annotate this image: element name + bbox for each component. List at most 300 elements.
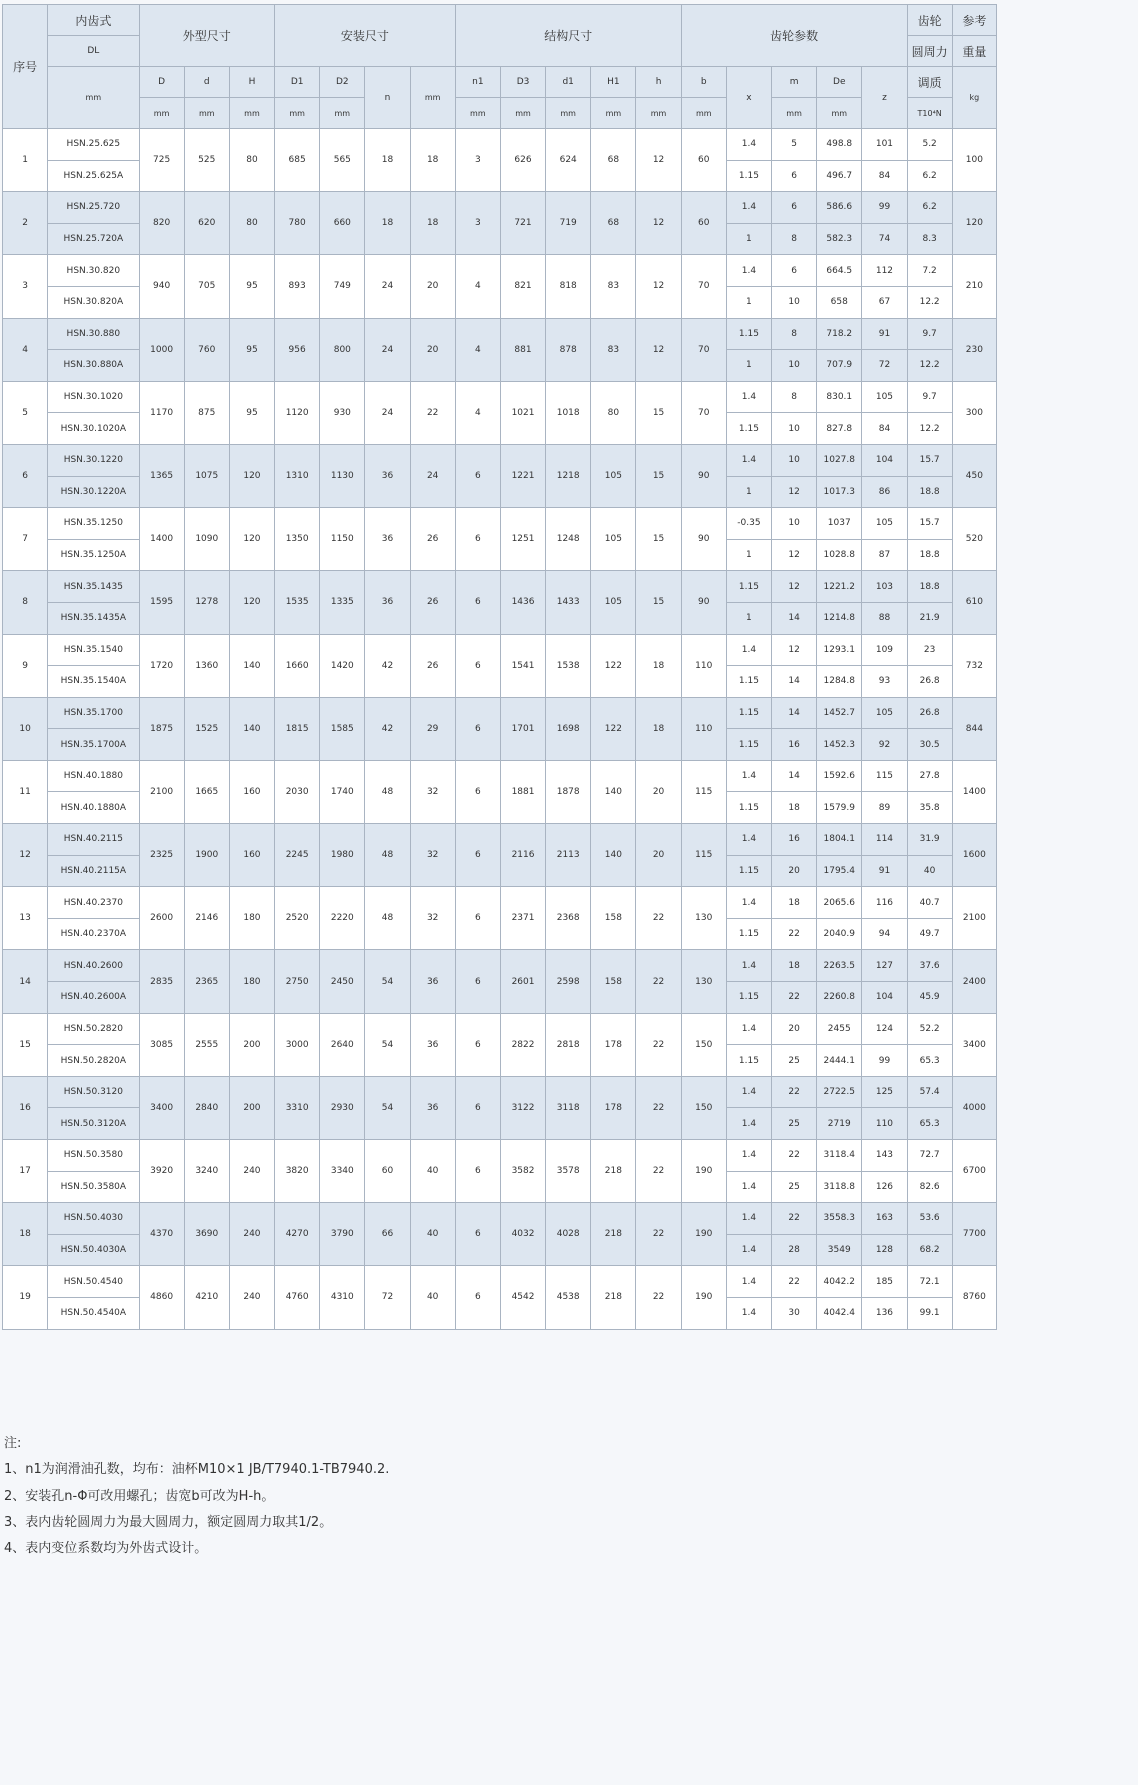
cell-x: 1.15: [726, 918, 771, 950]
cell-de: 2065.6: [817, 887, 862, 919]
cell-d: 1525: [184, 697, 229, 760]
cell-m: 22: [772, 1266, 817, 1298]
cell-h: 160: [229, 824, 274, 887]
table-header: [3, 5, 997, 129]
cell-h: 240: [229, 1203, 274, 1266]
header-dl: DL: [48, 36, 139, 67]
table-row: [3, 697, 997, 729]
cell-nmm: 40: [410, 1266, 455, 1329]
cell-z: 72: [862, 350, 907, 382]
cell-n: 48: [365, 887, 410, 950]
cell-h: 120: [229, 508, 274, 571]
cell-f: 30.5: [907, 729, 952, 761]
cell-d: 725: [139, 129, 184, 192]
cell-f: 53.6: [907, 1203, 952, 1235]
cell-m: 8: [772, 381, 817, 413]
cell-m: 12: [772, 539, 817, 571]
cell-d2: 1150: [320, 508, 365, 571]
cell-d3: 2601: [500, 950, 545, 1013]
cell-d: 2100: [139, 760, 184, 823]
cell-x: 1.4: [726, 1266, 771, 1298]
cell-weight: 230: [952, 318, 996, 381]
cell-d3: 3122: [500, 1076, 545, 1139]
cell-z: 143: [862, 1140, 907, 1172]
cell-n1: 6: [455, 1140, 500, 1203]
cell-d1: 1218: [546, 444, 591, 507]
cell-n1: 4: [455, 381, 500, 444]
table-row: [3, 1266, 997, 1298]
header-sym-n: n: [365, 67, 410, 129]
cell-d1: 4028: [546, 1203, 591, 1266]
cell-de: 2040.9: [817, 918, 862, 950]
cell-b: 90: [681, 444, 726, 507]
header-unit-d: mm: [184, 98, 229, 129]
cell-de: 1037: [817, 508, 862, 540]
cell-d2: 4310: [320, 1266, 365, 1329]
cell-f: 8.3: [907, 223, 952, 255]
cell-z: 84: [862, 413, 907, 445]
cell-f: 72.1: [907, 1266, 952, 1298]
cell-d2: 3340: [320, 1140, 365, 1203]
header-unit-m: mm: [772, 98, 817, 129]
cell-h1: 68: [591, 129, 636, 192]
cell-d2: 3790: [320, 1203, 365, 1266]
cell-d: 1595: [139, 571, 184, 634]
cell-m: 25: [772, 1108, 817, 1140]
table-row: [3, 255, 997, 287]
cell-model: HSN.35.1250A: [48, 539, 139, 571]
cell-z: 105: [862, 697, 907, 729]
cell-h1: 218: [591, 1140, 636, 1203]
cell-d1: 1815: [275, 697, 320, 760]
cell-seq: 10: [3, 697, 48, 760]
cell-b: 130: [681, 887, 726, 950]
cell-d1: 1535: [275, 571, 320, 634]
cell-m: 18: [772, 792, 817, 824]
cell-z: 94: [862, 918, 907, 950]
cell-d1: 624: [546, 129, 591, 192]
cell-de: 4042.2: [817, 1266, 862, 1298]
cell-x: 1.4: [726, 255, 771, 287]
cell-h: 20: [636, 824, 681, 887]
cell-h1: 158: [591, 887, 636, 950]
table-row: [3, 760, 997, 792]
cell-f: 15.7: [907, 444, 952, 476]
cell-z: 109: [862, 634, 907, 666]
cell-de: 582.3: [817, 223, 862, 255]
cell-n: 18: [365, 129, 410, 192]
cell-model: HSN.40.1880A: [48, 792, 139, 824]
cell-h: 12: [636, 129, 681, 192]
header-n-unit: mm: [410, 67, 455, 129]
cell-n: 54: [365, 950, 410, 1013]
cell-model: HSN.35.1250: [48, 508, 139, 540]
cell-d3: 2371: [500, 887, 545, 950]
cell-n: 36: [365, 508, 410, 571]
cell-d: 1900: [184, 824, 229, 887]
header-unit-n1: mm: [455, 98, 500, 129]
cell-model: HSN.25.720: [48, 192, 139, 224]
cell-h1: 140: [591, 760, 636, 823]
cell-model: HSN.25.625: [48, 129, 139, 161]
header-install-dims: 安装尺寸: [275, 5, 456, 67]
cell-m: 12: [772, 476, 817, 508]
cell-h: 95: [229, 318, 274, 381]
cell-m: 30: [772, 1297, 817, 1329]
header-unit-d1: mm: [546, 98, 591, 129]
cell-m: 22: [772, 1076, 817, 1108]
cell-z: 104: [862, 982, 907, 1014]
cell-z: 116: [862, 887, 907, 919]
cell-x: 1.4: [726, 192, 771, 224]
cell-f: 7.2: [907, 255, 952, 287]
cell-x: 1.15: [726, 666, 771, 698]
cell-z: 115: [862, 760, 907, 792]
cell-d3: 626: [500, 129, 545, 192]
cell-seq: 13: [3, 887, 48, 950]
cell-d1: 1538: [546, 634, 591, 697]
cell-n: 24: [365, 255, 410, 318]
cell-n: 42: [365, 697, 410, 760]
cell-z: 67: [862, 286, 907, 318]
cell-de: 496.7: [817, 160, 862, 192]
cell-m: 8: [772, 223, 817, 255]
cell-d3: 1541: [500, 634, 545, 697]
cell-m: 20: [772, 1013, 817, 1045]
cell-d1: 2750: [275, 950, 320, 1013]
cell-d3: 1251: [500, 508, 545, 571]
cell-weight: 300: [952, 381, 996, 444]
cell-z: 91: [862, 318, 907, 350]
cell-m: 14: [772, 697, 817, 729]
cell-m: 25: [772, 1045, 817, 1077]
cell-n: 36: [365, 571, 410, 634]
cell-seq: 7: [3, 508, 48, 571]
cell-d3: 821: [500, 255, 545, 318]
cell-b: 190: [681, 1266, 726, 1329]
header-sym-De: De: [817, 67, 862, 98]
cell-weight: 210: [952, 255, 996, 318]
cell-d2: 1420: [320, 634, 365, 697]
cell-m: 10: [772, 444, 817, 476]
cell-d: 4370: [139, 1203, 184, 1266]
cell-d3: 2116: [500, 824, 545, 887]
cell-z: 124: [862, 1013, 907, 1045]
cell-de: 586.6: [817, 192, 862, 224]
cell-nmm: 20: [410, 318, 455, 381]
cell-h1: 105: [591, 571, 636, 634]
cell-d1: 1878: [546, 760, 591, 823]
cell-nmm: 36: [410, 1076, 455, 1139]
cell-m: 8: [772, 318, 817, 350]
cell-weight: 844: [952, 697, 996, 760]
cell-d3: 721: [500, 192, 545, 255]
cell-h1: 83: [591, 318, 636, 381]
cell-z: 126: [862, 1171, 907, 1203]
cell-d: 1365: [139, 444, 184, 507]
cell-model: HSN.30.820: [48, 255, 139, 287]
cell-d: 1090: [184, 508, 229, 571]
cell-weight: 732: [952, 634, 996, 697]
header-ref-unit: kg: [952, 67, 996, 129]
cell-x: 1.4: [726, 129, 771, 161]
cell-x: 1.4: [726, 824, 771, 856]
cell-x: 1.15: [726, 413, 771, 445]
cell-d1: 3820: [275, 1140, 320, 1203]
table-row: [3, 1203, 997, 1235]
cell-h: 12: [636, 192, 681, 255]
cell-b: 190: [681, 1140, 726, 1203]
table-row: [3, 318, 997, 350]
cell-m: 14: [772, 666, 817, 698]
cell-z: 74: [862, 223, 907, 255]
cell-h: 180: [229, 950, 274, 1013]
header-unit-D: mm: [139, 98, 184, 129]
cell-z: 110: [862, 1108, 907, 1140]
header-sym-d1: d1: [546, 67, 591, 98]
cell-m: 12: [772, 634, 817, 666]
cell-de: 827.8: [817, 413, 862, 445]
cell-d: 3920: [139, 1140, 184, 1203]
cell-f: 6.2: [907, 160, 952, 192]
cell-model: HSN.50.4030: [48, 1203, 139, 1235]
cell-x: 1.15: [726, 1045, 771, 1077]
cell-d: 1170: [139, 381, 184, 444]
cell-n1: 6: [455, 444, 500, 507]
notes: [4, 1431, 389, 1562]
cell-h: 200: [229, 1013, 274, 1076]
cell-d: 2555: [184, 1013, 229, 1076]
cell-model: HSN.30.880: [48, 318, 139, 350]
cell-n1: 6: [455, 950, 500, 1013]
cell-de: 2455: [817, 1013, 862, 1045]
cell-x: 1: [726, 539, 771, 571]
cell-weight: 120: [952, 192, 996, 255]
spec-table: [2, 4, 997, 1330]
cell-x: 1.4: [726, 950, 771, 982]
cell-z: 128: [862, 1234, 907, 1266]
cell-m: 12: [772, 571, 817, 603]
cell-d: 1875: [139, 697, 184, 760]
notes-title: 注:: [4, 1436, 22, 1451]
cell-h: 18: [636, 634, 681, 697]
cell-d1: 2030: [275, 760, 320, 823]
cell-n1: 6: [455, 1203, 500, 1266]
cell-nmm: 36: [410, 1013, 455, 1076]
note-item: 3、表内齿轮圆周力为最大圆周力，额定圆周力取其1/2。: [4, 1514, 333, 1530]
cell-m: 10: [772, 286, 817, 318]
cell-d1: 2368: [546, 887, 591, 950]
cell-model: HSN.35.1540: [48, 634, 139, 666]
note-item: 4、表内变位系数均为外齿式设计。: [4, 1541, 208, 1557]
cell-b: 70: [681, 381, 726, 444]
cell-z: 93: [862, 666, 907, 698]
cell-model: HSN.40.2600: [48, 950, 139, 982]
cell-n: 24: [365, 318, 410, 381]
cell-x: 1: [726, 602, 771, 634]
header-unit-b: mm: [681, 98, 726, 129]
cell-d: 2835: [139, 950, 184, 1013]
cell-x: 1.4: [726, 1013, 771, 1045]
cell-model: HSN.30.1220: [48, 444, 139, 476]
cell-h: 12: [636, 255, 681, 318]
cell-model: HSN.40.1880: [48, 760, 139, 792]
cell-de: 1579.9: [817, 792, 862, 824]
cell-d1: 1660: [275, 634, 320, 697]
cell-h: 140: [229, 634, 274, 697]
header-unit-h: mm: [636, 98, 681, 129]
header-gear-params: 齿轮参数: [681, 5, 907, 67]
cell-m: 6: [772, 255, 817, 287]
header-unit-H: mm: [229, 98, 274, 129]
cell-n: 54: [365, 1076, 410, 1139]
cell-weight: 1600: [952, 824, 996, 887]
cell-d2: 2450: [320, 950, 365, 1013]
header-ref-2: 重量: [952, 36, 996, 67]
cell-n: 24: [365, 381, 410, 444]
cell-h: 15: [636, 571, 681, 634]
cell-d: 3400: [139, 1076, 184, 1139]
cell-n1: 6: [455, 697, 500, 760]
cell-h1: 218: [591, 1266, 636, 1329]
header-sym-n1: n1: [455, 67, 500, 98]
cell-model: HSN.50.2820A: [48, 1045, 139, 1077]
cell-n1: 4: [455, 255, 500, 318]
cell-h1: 178: [591, 1076, 636, 1139]
cell-weight: 6700: [952, 1140, 996, 1203]
cell-n1: 3: [455, 192, 500, 255]
header-dl-unit: mm: [48, 67, 139, 129]
cell-d: 4210: [184, 1266, 229, 1329]
cell-de: 1017.3: [817, 476, 862, 508]
cell-d3: 1701: [500, 697, 545, 760]
cell-seq: 9: [3, 634, 48, 697]
cell-seq: 2: [3, 192, 48, 255]
cell-n1: 4: [455, 318, 500, 381]
cell-d1: 2818: [546, 1013, 591, 1076]
cell-weight: 3400: [952, 1013, 996, 1076]
cell-d: 2325: [139, 824, 184, 887]
cell-h: 240: [229, 1140, 274, 1203]
cell-f: 9.7: [907, 381, 952, 413]
cell-h: 15: [636, 508, 681, 571]
cell-m: 6: [772, 192, 817, 224]
cell-d: 1665: [184, 760, 229, 823]
cell-d: 1075: [184, 444, 229, 507]
cell-h: 95: [229, 255, 274, 318]
cell-weight: 2100: [952, 887, 996, 950]
cell-model: HSN.40.2115: [48, 824, 139, 856]
cell-m: 10: [772, 350, 817, 382]
cell-de: 1804.1: [817, 824, 862, 856]
cell-d3: 4032: [500, 1203, 545, 1266]
header-sym-H: H: [229, 67, 274, 98]
cell-z: 163: [862, 1203, 907, 1235]
cell-x: 1.4: [726, 1234, 771, 1266]
cell-model: HSN.35.1700A: [48, 729, 139, 761]
cell-model: HSN.50.4540: [48, 1266, 139, 1298]
cell-h1: 178: [591, 1013, 636, 1076]
cell-seq: 19: [3, 1266, 48, 1329]
cell-d2: 1130: [320, 444, 365, 507]
cell-f: 37.6: [907, 950, 952, 982]
cell-n: 42: [365, 634, 410, 697]
cell-nmm: 26: [410, 508, 455, 571]
note-item: 1、n1为润滑油孔数，均布：油杯M10×1 JB/T7940.1-TB7940.2.: [4, 1462, 390, 1478]
cell-n: 18: [365, 192, 410, 255]
cell-d1: 685: [275, 129, 320, 192]
table-row: [3, 824, 997, 856]
cell-h: 140: [229, 697, 274, 760]
cell-d1: 3578: [546, 1140, 591, 1203]
cell-f: 21.9: [907, 602, 952, 634]
cell-f: 82.6: [907, 1171, 952, 1203]
cell-f: 26.8: [907, 666, 952, 698]
cell-h1: 105: [591, 444, 636, 507]
cell-m: 28: [772, 1234, 817, 1266]
cell-model: HSN.50.3580: [48, 1140, 139, 1172]
cell-z: 125: [862, 1076, 907, 1108]
cell-model: HSN.30.1220A: [48, 476, 139, 508]
cell-de: 1284.8: [817, 666, 862, 698]
cell-d2: 2930: [320, 1076, 365, 1139]
cell-f: 26.8: [907, 697, 952, 729]
cell-z: 101: [862, 129, 907, 161]
cell-d1: 2520: [275, 887, 320, 950]
cell-d1: 893: [275, 255, 320, 318]
cell-m: 18: [772, 887, 817, 919]
cell-model: HSN.30.1020A: [48, 413, 139, 445]
cell-z: 103: [862, 571, 907, 603]
cell-f: 12.2: [907, 350, 952, 382]
cell-b: 90: [681, 571, 726, 634]
cell-m: 22: [772, 1140, 817, 1172]
cell-f: 40.7: [907, 887, 952, 919]
cell-h: 18: [636, 697, 681, 760]
cell-d: 2365: [184, 950, 229, 1013]
cell-b: 110: [681, 697, 726, 760]
cell-f: 65.3: [907, 1045, 952, 1077]
cell-nmm: 29: [410, 697, 455, 760]
cell-h1: 68: [591, 192, 636, 255]
cell-b: 190: [681, 1203, 726, 1266]
cell-x: 1.4: [726, 1140, 771, 1172]
header-unit-D3: mm: [500, 98, 545, 129]
cell-d1: 1433: [546, 571, 591, 634]
cell-f: 65.3: [907, 1108, 952, 1140]
table-row: [3, 508, 997, 540]
cell-de: 3549: [817, 1234, 862, 1266]
cell-n: 60: [365, 1140, 410, 1203]
cell-b: 60: [681, 129, 726, 192]
cell-f: 57.4: [907, 1076, 952, 1108]
cell-model: HSN.35.1700: [48, 697, 139, 729]
cell-b: 70: [681, 318, 726, 381]
cell-model: HSN.40.2600A: [48, 982, 139, 1014]
cell-d3: 1881: [500, 760, 545, 823]
cell-x: 1.15: [726, 318, 771, 350]
cell-seq: 6: [3, 444, 48, 507]
cell-f: 23: [907, 634, 952, 666]
cell-d1: 4270: [275, 1203, 320, 1266]
cell-h: 22: [636, 1013, 681, 1076]
cell-seq: 11: [3, 760, 48, 823]
cell-z: 104: [862, 444, 907, 476]
cell-nmm: 24: [410, 444, 455, 507]
header-seq: 序号: [3, 5, 48, 129]
cell-d: 2146: [184, 887, 229, 950]
cell-d: 4860: [139, 1266, 184, 1329]
